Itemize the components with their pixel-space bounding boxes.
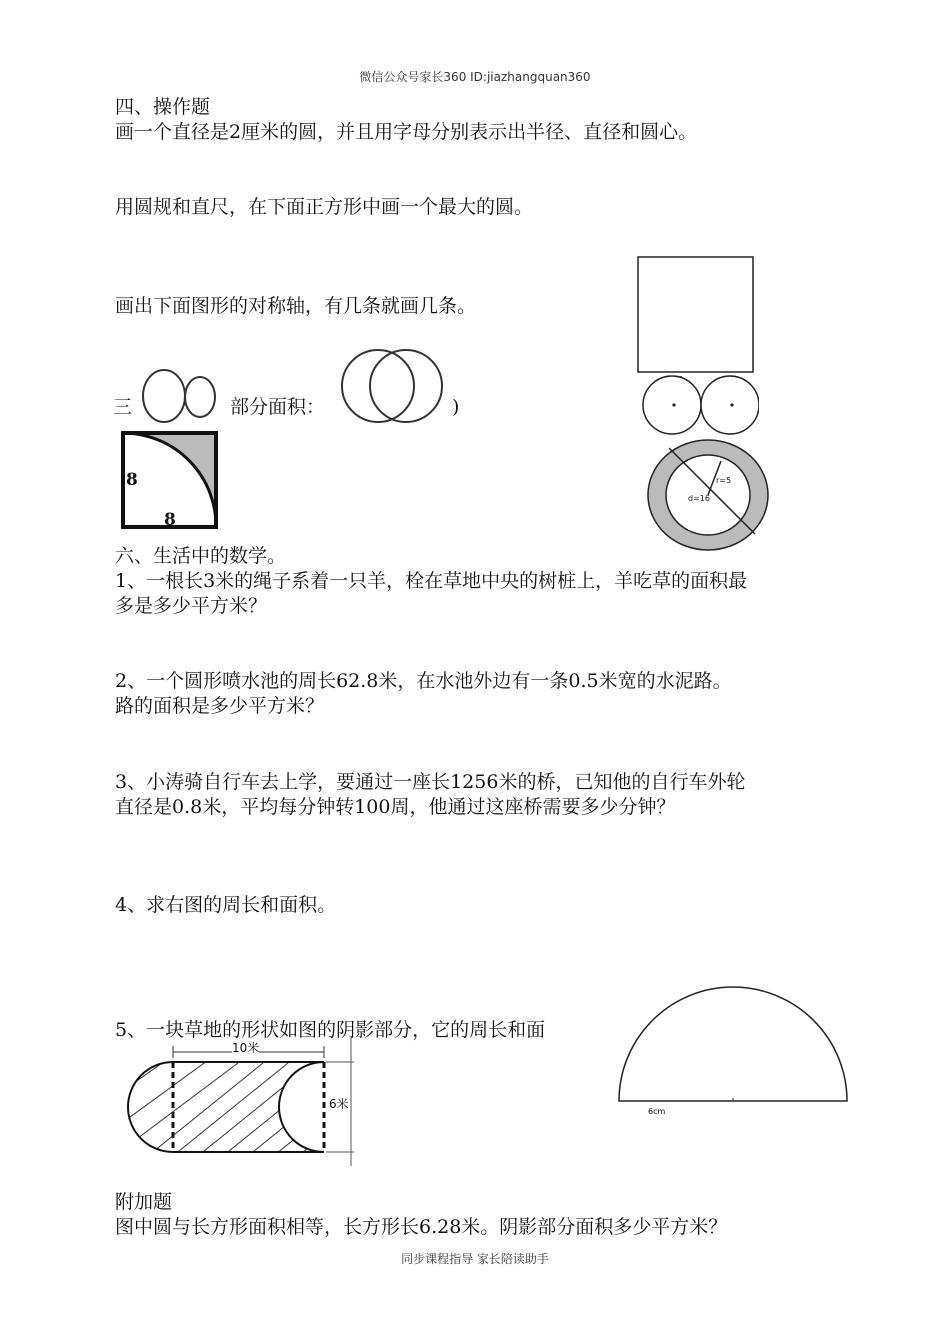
section-4-title: 四、操作题 (115, 96, 211, 118)
question-6-1-line1: 1、一根长3米的绳子系着一只羊，栓在草地中央的树桩上，羊吃草的面积最 (115, 570, 748, 592)
bonus-title: 附加题 (115, 1191, 173, 1213)
question-6-3-line1: 3、小涛骑自行车去上学，要通过一座长1256米的桥，已知他的自行车外轮 (115, 771, 746, 793)
lawn-width-label: 10米 (232, 1041, 260, 1055)
page-header: 微信公众号家长360 ID:jiazhangquan360 (359, 70, 591, 84)
section-5-title-fragment: 部分面积： (230, 396, 326, 418)
question-4-1: 画一个直径是2厘米的圆，并且用字母分别表示出半径、直径和圆心。 (115, 121, 698, 143)
question-6-3-line2: 直径是0.8米，平均每分钟转100周，他通过这座桥需要多少分钟？ (115, 796, 676, 818)
ring-diameter-label: d=16 (688, 494, 710, 503)
question-6-4: 4、求右图的周长和面积。 (115, 894, 337, 916)
two-ellipses-figure (138, 366, 222, 426)
square-left-label: 8 (126, 470, 138, 490)
page-footer: 同步课程指导 家长陪读助手 (401, 1252, 549, 1266)
square-bottom-label: 8 (164, 510, 176, 530)
question-4-2: 用圆规和直尺，在下面正方形中画一个最大的圆。 (115, 196, 534, 218)
section-5-title-left: 三 (113, 396, 133, 418)
question-6-2-line2: 路的面积是多少平方米？ (115, 695, 325, 717)
lawn-shape-figure (118, 1038, 358, 1168)
question-6-2-line1: 2、一个圆形喷水池的周长62.8米，在水池外边有一条0.5米宽的水泥路。 (115, 670, 732, 692)
two-circles-figure (641, 368, 763, 440)
question-6-5: 5、一块草地的形状如图的阴影部分，它的周长和面 (115, 1019, 546, 1041)
ring-radius-label: r=5 (716, 476, 732, 485)
square-figure (637, 256, 755, 374)
question-4-3: 画出下面图形的对称轴，有几条就画几条。 (115, 295, 477, 317)
semicircle-figure (616, 985, 852, 1105)
bonus-question: 图中圆与长方形面积相等，长方形长6.28米。阴影部分面积多少平方米？ (115, 1216, 728, 1238)
semicircle-label: 6cm (648, 1107, 666, 1116)
section-6-title: 六、生活中的数学。 (115, 545, 287, 567)
overlapping-circles-figure (338, 348, 448, 424)
question-6-1-line2: 多是多少平方米？ (115, 595, 268, 617)
lawn-height-label: 6米 (329, 1097, 349, 1111)
section-5-title-right: ) (452, 396, 460, 418)
